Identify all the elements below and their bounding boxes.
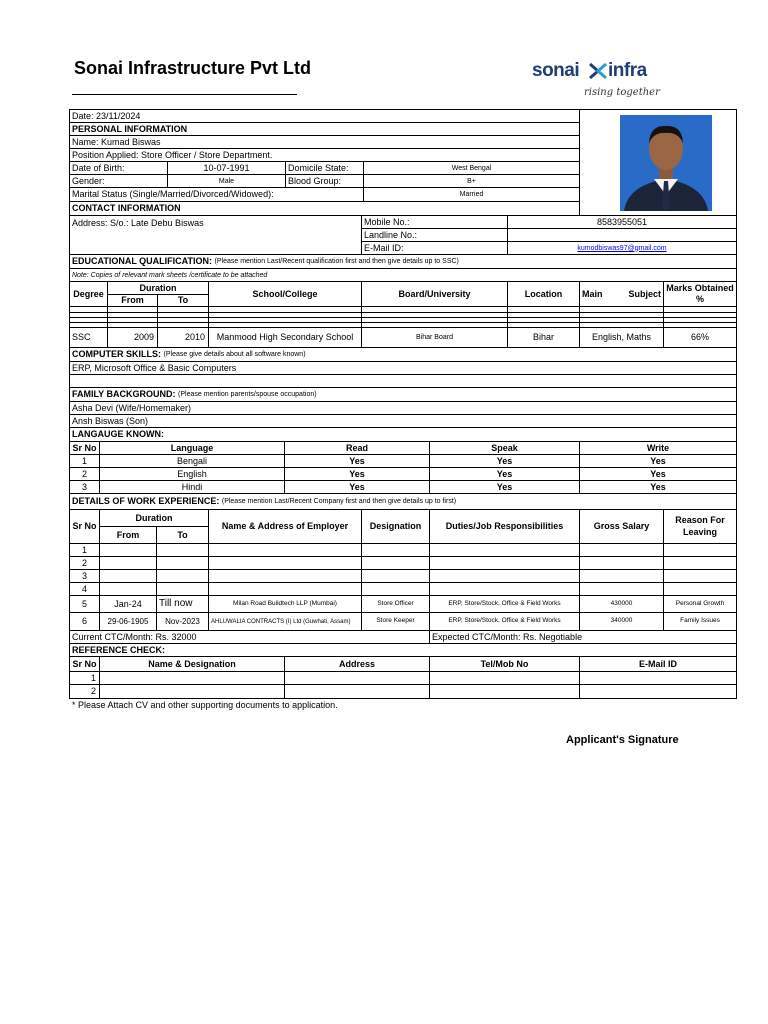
logo-text-left: sonai bbox=[532, 60, 580, 81]
company-name: Sonai Infrastructure Pvt Ltd bbox=[74, 58, 312, 78]
work-from bbox=[100, 570, 157, 583]
lang-header-speak: Speak bbox=[430, 442, 580, 455]
ref-header-name: Name & Designation bbox=[100, 657, 285, 672]
work-header-duties: Duties/Job Responsibilities bbox=[430, 510, 580, 544]
work-sr: 4 bbox=[70, 583, 100, 596]
lang-sr: 1 bbox=[70, 455, 100, 468]
work-duties: ERP, Store/Stock, Office & Field Works bbox=[430, 596, 580, 613]
work-to bbox=[157, 583, 209, 596]
blood-group-value: B+ bbox=[364, 175, 580, 188]
edu-header-marks: Marks Obtained % bbox=[664, 282, 737, 307]
reference-heading: REFERENCE CHECK: bbox=[70, 644, 737, 657]
edu-header-location: Location bbox=[508, 282, 580, 307]
work-duties bbox=[430, 583, 580, 596]
ref-header-address: Address bbox=[285, 657, 430, 672]
work-to bbox=[157, 544, 209, 557]
email-link[interactable]: kumodbiswas97@gmail.com bbox=[577, 244, 667, 252]
current-ctc: Current CTC/Month: Rs. 32000 bbox=[70, 631, 430, 644]
work-header-designation: Designation bbox=[362, 510, 430, 544]
work-to bbox=[157, 570, 209, 583]
work-reason bbox=[664, 544, 737, 557]
edu-header-degree: Degree bbox=[70, 282, 108, 307]
computer-skills-title: COMPUTER SKILLS: bbox=[72, 349, 161, 359]
work-salary: 340000 bbox=[580, 613, 664, 631]
edu-board: Bihar Board bbox=[362, 328, 508, 348]
email-value-cell bbox=[508, 242, 737, 255]
work-from: 29-06-1905 bbox=[100, 613, 157, 631]
work-sr: 2 bbox=[70, 557, 100, 570]
work-from bbox=[100, 583, 157, 596]
work-employer bbox=[209, 544, 362, 557]
logo-tagline: rising together bbox=[584, 87, 660, 98]
lang-speak: Yes bbox=[430, 481, 580, 494]
work-from bbox=[100, 544, 157, 557]
ref-sr: 2 bbox=[70, 685, 100, 699]
work-header-to: To bbox=[157, 527, 209, 544]
edu-degree: SSC bbox=[70, 328, 108, 348]
work-header-from: From bbox=[100, 527, 157, 544]
work-designation bbox=[362, 583, 430, 596]
edu-from: 2009 bbox=[108, 328, 158, 348]
work-employer bbox=[209, 583, 362, 596]
logo-text-right: infra bbox=[608, 60, 647, 81]
work-reason: Family Issues bbox=[664, 613, 737, 631]
ref-name bbox=[100, 685, 285, 699]
domicile-label: Domicile State: bbox=[286, 162, 364, 175]
work-designation: Store Officer bbox=[362, 596, 430, 613]
edu-header-main: Main bbox=[582, 288, 603, 299]
work-header-duration: Duration bbox=[100, 510, 209, 527]
work-salary bbox=[580, 583, 664, 596]
lang-name: Bengali bbox=[100, 455, 285, 468]
ref-tel bbox=[430, 685, 580, 699]
lang-read: Yes bbox=[285, 455, 430, 468]
work-sr: 5 bbox=[70, 596, 100, 613]
edu-marks: 66% bbox=[664, 328, 737, 348]
work-reason bbox=[664, 557, 737, 570]
edu-header-duration: Duration bbox=[108, 282, 209, 295]
ref-email bbox=[580, 672, 737, 685]
work-sr: 3 bbox=[70, 570, 100, 583]
computer-skills-value: ERP, Microsoft Office & Basic Computers bbox=[70, 362, 737, 375]
family-hint: (Please mention parents/spouse occupation) bbox=[178, 391, 317, 398]
ref-address bbox=[285, 672, 430, 685]
contact-info-heading: CONTACT INFORMATION bbox=[70, 202, 580, 216]
ref-header-sr: Sr No bbox=[70, 657, 100, 672]
lang-write: Yes bbox=[580, 468, 737, 481]
work-header-salary: Gross Salary bbox=[580, 510, 664, 544]
family-member: Asha Devi (Wife/Homemaker) bbox=[70, 402, 737, 415]
work-hint: (Please mention Last/Recent Company first and then give details up to first) bbox=[221, 498, 457, 505]
edu-header-to: To bbox=[158, 295, 209, 307]
landline-label: Landline No.: bbox=[362, 229, 508, 242]
lang-header-read: Read bbox=[285, 442, 430, 455]
education-heading bbox=[70, 255, 737, 269]
logo-mark-icon bbox=[588, 60, 608, 82]
lang-name: English bbox=[100, 468, 285, 481]
work-salary bbox=[580, 544, 664, 557]
work-duties bbox=[430, 570, 580, 583]
work-header-sr: Sr No bbox=[70, 510, 100, 544]
personal-info-heading: PERSONAL INFORMATION bbox=[70, 123, 580, 136]
education-title: EDUCATIONAL QUALIFICATION: bbox=[72, 256, 212, 266]
expected-ctc: Expected CTC/Month: Rs. Negotiable bbox=[430, 631, 737, 644]
lang-read: Yes bbox=[285, 468, 430, 481]
lang-header-language: Language bbox=[100, 442, 285, 455]
work-designation bbox=[362, 544, 430, 557]
edu-subject: English, Maths bbox=[580, 328, 664, 348]
work-duties bbox=[430, 557, 580, 570]
lang-sr: 2 bbox=[70, 468, 100, 481]
ref-tel bbox=[430, 672, 580, 685]
work-salary bbox=[580, 570, 664, 583]
landline-value bbox=[508, 229, 737, 242]
work-to: Nov-2023 bbox=[157, 613, 209, 631]
mobile-label: Mobile No.: bbox=[362, 216, 508, 229]
lang-sr: 3 bbox=[70, 481, 100, 494]
company-underline bbox=[72, 94, 297, 95]
work-from: Jan-24 bbox=[100, 596, 157, 613]
gender-value: Male bbox=[168, 175, 286, 188]
name-field: Name: Kumad Biswas bbox=[70, 136, 580, 149]
work-duties bbox=[430, 544, 580, 557]
marital-status-value: Married bbox=[364, 188, 580, 202]
edu-header-main-subject bbox=[580, 282, 664, 307]
edu-header-subject: Subject bbox=[628, 288, 661, 299]
email-label: E-Mail ID: bbox=[362, 242, 508, 255]
lang-read: Yes bbox=[285, 481, 430, 494]
ref-email bbox=[580, 685, 737, 699]
work-employer bbox=[209, 557, 362, 570]
ref-header-email: E-Mail ID bbox=[580, 657, 737, 672]
edu-to: 2010 bbox=[158, 328, 209, 348]
work-heading bbox=[70, 494, 737, 510]
work-salary: 430000 bbox=[580, 596, 664, 613]
dob-label: Date of Birth: bbox=[70, 162, 168, 175]
work-salary bbox=[580, 557, 664, 570]
work-to: Till now bbox=[157, 596, 209, 613]
education-hint: (Please mention Last/Recent qualification first and then give details up to SSC) bbox=[214, 258, 459, 265]
work-sr: 6 bbox=[70, 613, 100, 631]
family-heading bbox=[70, 388, 737, 402]
edu-header-board: Board/University bbox=[362, 282, 508, 307]
computer-skills-heading bbox=[70, 348, 737, 362]
lang-speak: Yes bbox=[430, 455, 580, 468]
company-logo bbox=[532, 58, 662, 104]
work-employer: AHLUWALIA CONTRACTS (I) Ltd (Guwhati, Assam) bbox=[209, 613, 362, 631]
lang-header-write: Write bbox=[580, 442, 737, 455]
work-reason bbox=[664, 583, 737, 596]
work-to bbox=[157, 557, 209, 570]
domicile-value: West Bengal bbox=[364, 162, 580, 175]
marital-status-label: Marital Status (Single/Married/Divorced/Widowed): bbox=[70, 188, 364, 202]
address-field: Address: S/o.: Late Debu Biswas bbox=[70, 216, 362, 255]
attachment-note: * Please Attach CV and other supporting documents to application. bbox=[72, 700, 338, 710]
edu-header-from: From bbox=[108, 295, 158, 307]
application-form bbox=[69, 109, 737, 699]
ref-sr: 1 bbox=[70, 672, 100, 685]
work-duties: ERP, Store/Stock, Office & Field Works bbox=[430, 613, 580, 631]
work-employer: Milan Road Buildtech LLP (Mumbai) bbox=[209, 596, 362, 613]
education-note: Note: Copies of relevant mark sheets /certificate to be attached bbox=[70, 269, 737, 282]
blood-group-label: Blood Group: bbox=[286, 175, 364, 188]
applicant-signature-label: Applicant's Signature bbox=[566, 734, 679, 746]
lang-speak: Yes bbox=[430, 468, 580, 481]
ref-header-tel: Tel/Mob No bbox=[430, 657, 580, 672]
lang-name: Hindi bbox=[100, 481, 285, 494]
computer-skills-empty-row bbox=[70, 375, 737, 388]
work-header-employer: Name & Address of Employer bbox=[209, 510, 362, 544]
work-designation bbox=[362, 557, 430, 570]
gender-label: Gender: bbox=[70, 175, 168, 188]
mobile-value: 8583955051 bbox=[508, 216, 737, 229]
dob-value: 10-07-1991 bbox=[168, 162, 286, 175]
computer-skills-hint: (Please give details about all software known) bbox=[163, 351, 306, 358]
lang-write: Yes bbox=[580, 455, 737, 468]
position-field: Position Applied: Store Officer / Store Department. bbox=[70, 149, 580, 162]
work-designation: Store Keeper bbox=[362, 613, 430, 631]
date-field: Date: 23/11/2024 bbox=[70, 110, 580, 123]
lang-write: Yes bbox=[580, 481, 737, 494]
edu-header-school: School/College bbox=[209, 282, 362, 307]
work-employer bbox=[209, 570, 362, 583]
ref-address bbox=[285, 685, 430, 699]
work-sr: 1 bbox=[70, 544, 100, 557]
language-heading: LANGAUGE KNOWN: bbox=[70, 428, 737, 442]
applicant-photo bbox=[620, 115, 712, 211]
edu-school: Manmood High Secondary School bbox=[209, 328, 362, 348]
work-header-reason: Reason For Leaving bbox=[664, 510, 737, 544]
photo-cell bbox=[580, 110, 737, 216]
work-designation bbox=[362, 570, 430, 583]
ref-name bbox=[100, 672, 285, 685]
family-title: FAMILY BACKGROUND: bbox=[72, 389, 176, 399]
edu-location: Bihar bbox=[508, 328, 580, 348]
work-title: DETAILS OF WORK EXPERIENCE: bbox=[72, 496, 220, 506]
family-member: Ansh Biswas (Son) bbox=[70, 415, 737, 428]
lang-header-sr: Sr No bbox=[70, 442, 100, 455]
work-reason: Personal Growth bbox=[664, 596, 737, 613]
work-reason bbox=[664, 570, 737, 583]
work-from bbox=[100, 557, 157, 570]
